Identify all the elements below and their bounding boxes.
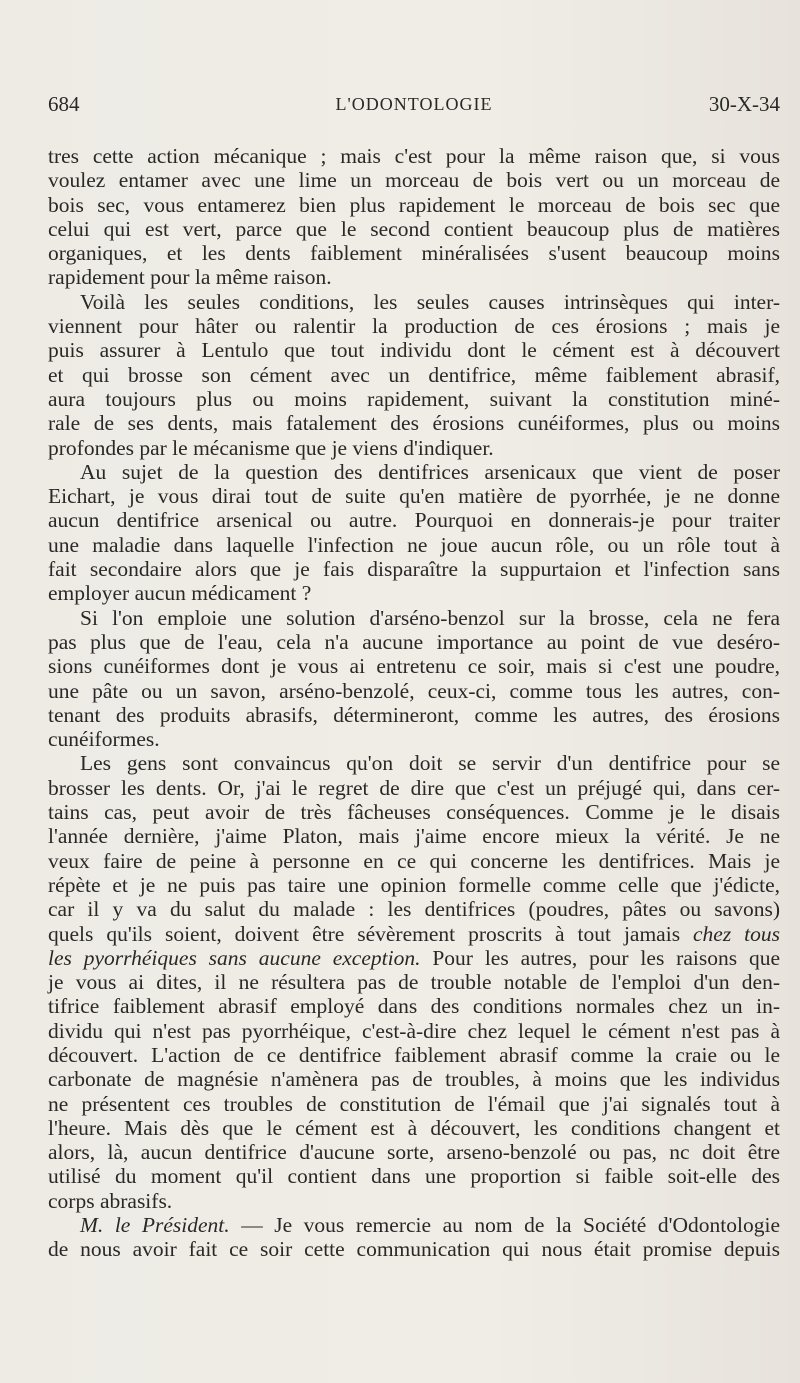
issue-date: 30-X-34 (708, 92, 780, 116)
text-line: Les gens sont convaincus qu'on doit se servir d'un dentifrice pour se (80, 751, 780, 776)
text-line: viennent pour hâter ou ralentir la production de ces érosions ; mais je (48, 314, 780, 339)
text-line: tifrice faiblement abrasif employé dans des conditions normales chez un in- (48, 994, 780, 1019)
text-line: profondes par le mécanisme que je viens d'indiquer. (48, 435, 494, 460)
text-line: tenant des produits abrasifs, détermineront, comme les autres, des érosions (48, 702, 780, 727)
italic-run: les pyorrhéiques sans aucune exception. (48, 945, 421, 970)
text-line: organiques, et les dents faiblement minéralisées s'usent beaucoup moins (48, 241, 780, 266)
text-line: cunéiformes. (48, 727, 160, 752)
text-line: l'heure. Mais dès que le cément est à découvert, les conditions changent et (48, 1115, 780, 1140)
paragraph (48, 290, 780, 460)
text-line: de nous avoir fait ce soir cette communication qui nous était promise depuis (48, 1237, 780, 1262)
text-line: puis assurer à Lentulo que tout individu dont le cément est à découvert (48, 338, 780, 363)
paragraph (48, 751, 780, 1213)
text-line: utilisé du moment qu'il contient dans une proportion si faible soit-elle des (48, 1164, 780, 1189)
body-text (48, 144, 780, 1262)
paragraph (48, 460, 780, 606)
text-line: dividu qui n'est pas pyorrhéique, c'est-à-dire chez lequel le cément n'est pas à (48, 1018, 780, 1043)
text-line: alors, là, aucun dentifrice d'aucune sorte, arseno-benzolé ou pas, nc doit être (48, 1140, 780, 1165)
text-line: employer aucun médicament ? (48, 581, 312, 606)
journal-title: L'ODONTOLOGIE (335, 94, 493, 114)
text-run: — Je vous remercie au nom de la Société d'Odontologie (229, 1213, 780, 1238)
paragraph (48, 1213, 780, 1262)
text-line: voulez entamer avec une lime un morceau de bois vert ou un morceau de (48, 168, 780, 193)
text-line: fait secondaire alors que je fais disparaître la suppurtaion et l'infection sans (48, 557, 780, 582)
text-line: veux faire de peine à personne en ce qui concerne les dentifrices. Mais je (48, 848, 780, 873)
text-line (48, 922, 780, 946)
page-number: 684 (48, 92, 80, 116)
text-line: découvert. L'action de ce dentifrice faiblement abrasif comme la craie ou le (48, 1042, 780, 1067)
text-line: sions cunéiformes dont je vous ai entretenu ce soir, mais si c'est une poudre, (48, 654, 780, 679)
running-head (48, 92, 780, 122)
text-line: Voilà les seules conditions, les seules causes intrinsèques qui inter- (80, 289, 780, 314)
paragraph (48, 606, 780, 752)
text-line (48, 1213, 780, 1237)
text-line: répète et je ne puis pas taire une opinion formelle comme celle que j'édicte, (48, 872, 780, 897)
text-line: pas plus que de l'eau, cela n'a aucune importance au point de vue deséro- (48, 629, 780, 654)
text-line (48, 946, 780, 970)
text-line: rapidement pour la même raison. (48, 265, 332, 290)
text-line: ne présentent ces troubles de constitution de l'émail que j'ai signalés tout à (48, 1091, 780, 1116)
text-line: une pâte ou un savon, arséno-benzolé, ceux-ci, comme tous les autres, con- (48, 678, 780, 703)
text-line: Au sujet de la question des dentifrices arsenicaux que vient de poser (80, 459, 780, 484)
text-line: et qui brosse son cément avec un dentifrice, même faiblement abrasif, (48, 362, 780, 387)
speaker-name: M. le Président. (80, 1213, 230, 1238)
text-line: Si l'on emploie une solution d'arséno-benzol sur la brosse, cela ne fera (80, 605, 780, 630)
text-line: brosser les dents. Or, j'ai le regret de dire que c'est un préjugé qui, dans cer- (48, 775, 780, 800)
text-line: tres cette action mécanique ; mais c'est pour la même raison que, si vous (48, 144, 780, 168)
text-line: je vous ai dites, il ne résultera pas de trouble notable de l'emploi d'un den- (48, 970, 780, 995)
text-line: tains cas, peut avoir de très fâcheuses conséquences. Comme je le disais (48, 800, 780, 825)
text-line: carbonate de magnésie n'amènera pas de troubles, à moins que les individus (48, 1067, 780, 1092)
text-line: car il y va du salut du malade : les dentifrices (poudres, pâtes ou savons) (48, 897, 780, 922)
text-line: celui qui est vert, parce que le second contient beaucoup plus de matières (48, 216, 780, 241)
text-line: aura toujours plus ou moins rapidement, suivant la constitution miné- (48, 386, 780, 411)
paragraph (48, 144, 780, 290)
text-line: l'année dernière, j'aime Platon, mais j'aime encore mieux la vérité. Je ne (48, 824, 780, 849)
text-run: Pour les autres, pour les raisons que (420, 945, 780, 970)
italic-run: chez tous (693, 921, 781, 946)
text-line: une maladie dans laquelle l'infection ne joue aucun rôle, ou un rôle tout à (48, 532, 780, 557)
text-line: corps abrasifs. (48, 1188, 173, 1213)
text-line: rale de ses dents, mais fatalement des érosions cunéiformes, plus ou moins (48, 411, 780, 436)
text-line: bois sec, vous entamerez bien plus rapidement le morceau de bois sec que (48, 192, 780, 217)
text-run: quels qu'ils soient, doivent être sévèrement proscrits à tout jamais (48, 921, 694, 946)
text-line: Eichart, je vous dirai tout de suite qu'en matière de pyorrhée, je ne donne (48, 484, 780, 509)
text-line: aucun dentifrice arsenical ou autre. Pourquoi en donnerais-je pour traiter (48, 508, 780, 533)
